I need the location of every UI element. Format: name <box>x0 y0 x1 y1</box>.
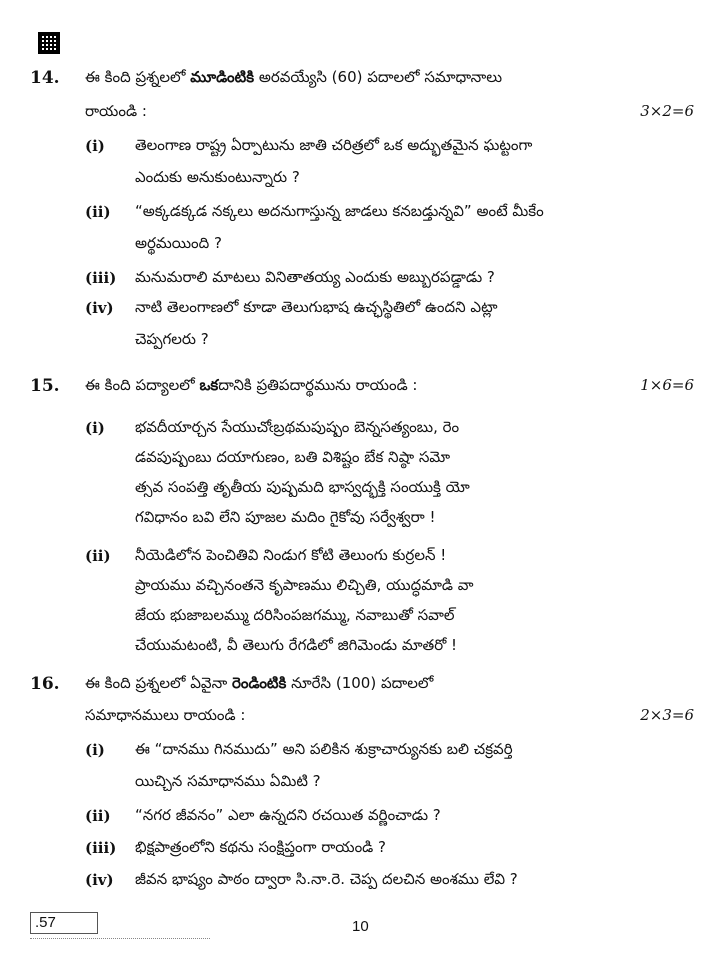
question-intro <box>85 62 665 92</box>
sub-text-line: త్సవ సంపత్తి తృతీయ పుష్పమది భాస్వద్భక్తి సంయుక్తి యో <box>135 478 470 496</box>
intro-text: దానికి ప్రతిపదార్థమును రాయండి : <box>218 376 418 394</box>
question-intro <box>85 668 665 698</box>
sub-label: (ii) <box>85 203 111 221</box>
qr-code <box>38 32 60 54</box>
sub-text-line: నీయెడిలోన పెంచితివి నిండుగ కోటి తెలుంగు కుర్రలన్ ! <box>135 546 447 564</box>
sub-label: (ii) <box>85 807 111 825</box>
sub-label: (ii) <box>85 547 111 565</box>
sub-label: (i) <box>85 741 105 759</box>
sub-text-line: ఎందుకు అనుకుంటున్నారు ? <box>135 168 300 186</box>
sub-text-line: ఈ “దానము గినముదు” అని పలికిన శుక్రాచార్యునకు బలి చక్రవర్తి <box>135 740 513 758</box>
sub-text-line: “అక్కడక్కడ నక్కలు అదనుగాస్తున్న జాడలు కనబడ్తున్నవి” అంటే మీకేం <box>135 202 544 220</box>
sub-text-line: నాటి తెలంగాణలో కూడా తెలుగుభాష ఉచ్ఛస్థితిలో ఉందని ఎట్లా <box>135 298 498 316</box>
marks-label: 2×3=6 <box>640 706 694 724</box>
sub-label: (iv) <box>85 871 114 889</box>
intro-text: ఈ కింది పద్యాలలో <box>85 376 200 394</box>
sub-text-line: గవిధానం బవి లేని పూజల మదిం గైకోవు సర్వేశ్వరా ! <box>135 508 436 526</box>
marks-label: 1×6=6 <box>640 376 694 394</box>
sub-label: (i) <box>85 419 105 437</box>
sub-text-line: చేయుమటంటి, వీ తెలుగు రేగడిలో జిగిమెండు మాతరో ! <box>135 636 458 654</box>
intro-text: నూరేసి (100) పదాలలో <box>286 674 434 692</box>
intro-emphasis: ఒక <box>199 376 219 394</box>
intro-text: ఈ కింది ప్రశ్నలలో <box>85 68 191 86</box>
question-number: 16. <box>30 674 60 694</box>
page-number: 10 <box>352 918 369 935</box>
sub-text-line: మనుమరాలి మాటలు వినితాతయ్య ఎందుకు అబ్బురపడ్డాడు ? <box>135 268 495 286</box>
paper-code-box: .57 <box>30 912 98 934</box>
sub-label: (iii) <box>85 839 117 857</box>
marks-label: 3×2=6 <box>640 102 694 120</box>
question-intro-line2: రాయండి : <box>85 102 147 120</box>
sub-label: (i) <box>85 137 105 155</box>
sub-label: (iv) <box>85 299 114 317</box>
sub-text-line: జీవన భాష్యం పాఠం ద్వారా సి.నా.రె. చెప్ప దలచిన అంశము లేవి ? <box>135 870 518 888</box>
sub-label: (iii) <box>85 269 117 287</box>
sub-text-line: “నగర జీవనం” ఎలా ఉన్నదని రచయిత వర్ణించాడు ? <box>135 806 441 824</box>
intro-text: ఈ కింది ప్రశ్నలలో ఏవైనా <box>85 674 232 692</box>
question-intro <box>85 370 665 400</box>
sub-text-line: తెలంగాణ రాష్ట్ర ఏర్పాటును జాతి చరిత్రలో ఒక అద్భుతమైన ఘట్టంగా <box>135 136 533 154</box>
intro-emphasis: రెండింటికి <box>231 674 287 692</box>
sub-text-line: యిచ్చిన సమాధానము ఏమిటి ? <box>135 772 321 790</box>
intro-text: అరవయ్యేసి (60) పదాలలో సమాధానాలు <box>254 68 503 86</box>
footer-fine-print <box>30 938 210 942</box>
question-number: 15. <box>30 376 60 396</box>
sub-text-line: భవదీయార్చన సేయుచోఁబ్రథమపుష్పం బెన్నసత్యంబు, రెం <box>135 418 460 436</box>
sub-text-line: చెప్పగలరు ? <box>135 330 209 348</box>
intro-emphasis: మూడింటికి <box>190 68 255 86</box>
sub-text-line: ప్రాయము వచ్చినంతనె కృపాణము లిచ్చితి, యుద్ధమాడి వా <box>135 576 474 594</box>
question-intro-line2: సమాధానములు రాయండి : <box>85 706 246 724</box>
sub-text-line: డవపుష్పంబు దయాగుణం, బతి విశిష్టం బేక నిష్ఠా సమో <box>135 448 451 466</box>
sub-text-line: జేయ భుజాబలమ్ము దరిసింపజగమ్ము, నవాబుతో సవాల్ <box>135 606 455 624</box>
sub-text-line: భిక్షపాత్రంలోని కథను సంక్షిప్తంగా రాయండి ? <box>135 838 387 856</box>
question-number: 14. <box>30 68 60 88</box>
sub-text-line: అర్థమయింది ? <box>135 234 222 252</box>
